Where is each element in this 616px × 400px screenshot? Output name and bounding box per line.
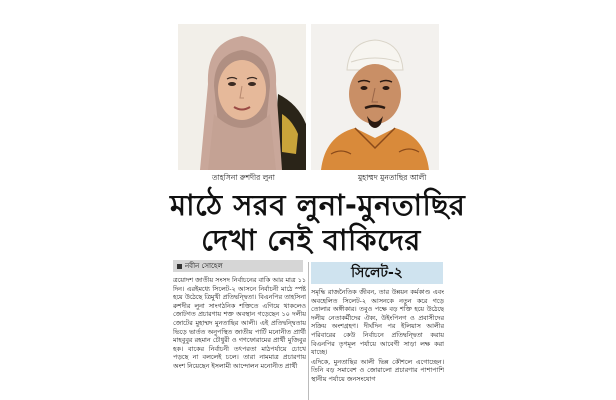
section-label: সিলেট-২ — [311, 262, 443, 284]
photo-caption-left: তাহসিনা রুশদীর লুনা — [212, 173, 275, 182]
bullet-icon — [177, 264, 182, 269]
headline-line-1: মাঠে সরব লুনা-মুনতাছির — [170, 188, 466, 222]
article-column-right — [311, 288, 444, 400]
paragraph: এদিকে, মুনতাছির আলী ভিন্ন কৌশলে এগোচ্ছেন। তিনি বড় সমাবেশ ও জোরালো প্রচারণার পাশাপাশি স্থানীয় পর্যায়ে জনসংযোগ — [311, 357, 444, 383]
column-divider — [308, 262, 309, 400]
headline-line-2: দেখা নেই বাকিদের — [201, 223, 421, 257]
portrait-photo-right — [311, 24, 439, 170]
portrait-photo-left — [178, 24, 306, 170]
byline — [173, 260, 303, 272]
article-column-left — [173, 276, 306, 400]
paragraph: ত্রয়োদশ জাতীয় সংসদ নির্বাচনের বাকি আর মাত্র ১১ দিন। এরইমধ্যে সিলেট-২ আসনে নির্বাচনী মাঠে স্পষ্ট হয়ে উঠেছে ত্রিমুখী প্রতিদ্বন্দ্বিতা। বিএনপির তাহসিনা রুশদীর লুনা সাংগঠনিক শক্তিতে এগিয়ে থাকলেও জোটগত প্রচারণায় শক্ত অবস্থান গড়েছেন ১০ দলীয় জোটের মুহাম্মদ মুনতাছির আলী। এই প্রতিদ্বন্দ্বিতায় ভিড়ে ভার্তত অনুপস্থিত জাতীয় পার্টি মনোনীত প্রার্থী মাহবুবুর রহমান চৌধুরী ও গণফোরামের প্রার্থী মুজিবুর হক। বাকের নির্বাচনী তৎপরতা মাঠপর্যায়ে চোখে পড়ছে না বললেই চলে। তারা নামমাত্র প্রচারণায় অংশ নিয়েছেন ইসলামী আন্দোলন মনোনীত প্রার্থী — [173, 276, 306, 370]
photo-caption-right: মুহাম্মদ মুনতাছির আলী — [358, 173, 427, 182]
paragraph: সমৃদ্ধি রাজনৈতিক জীবন, তার উন্নয়ন কর্মকাণ্ড এবং অবহেলিত সিলেট-২ আসনকে নতুন করে গড়ে তোলার অঙ্গীকার। তবুও পক্ষে বড় শক্তি হয়ে উঠেছে দলীয় নেতাকর্মীদের ঐক্য, উইংপিনগ ও প্রবাসীদের সক্রিয় অংশগ্রহণ। দীর্ঘদিন পর ইলিয়াস আলীর পরিবারের কেউ নির্বাচনে প্রতিদ্বন্দ্বিতা করায় বিএনপির তৃণমূল পর্যায়ে আবেগী সাড়া লক্ষ করা যাচ্ছে। — [311, 288, 444, 357]
byline-author: নবীন সোহেল — [185, 262, 223, 270]
